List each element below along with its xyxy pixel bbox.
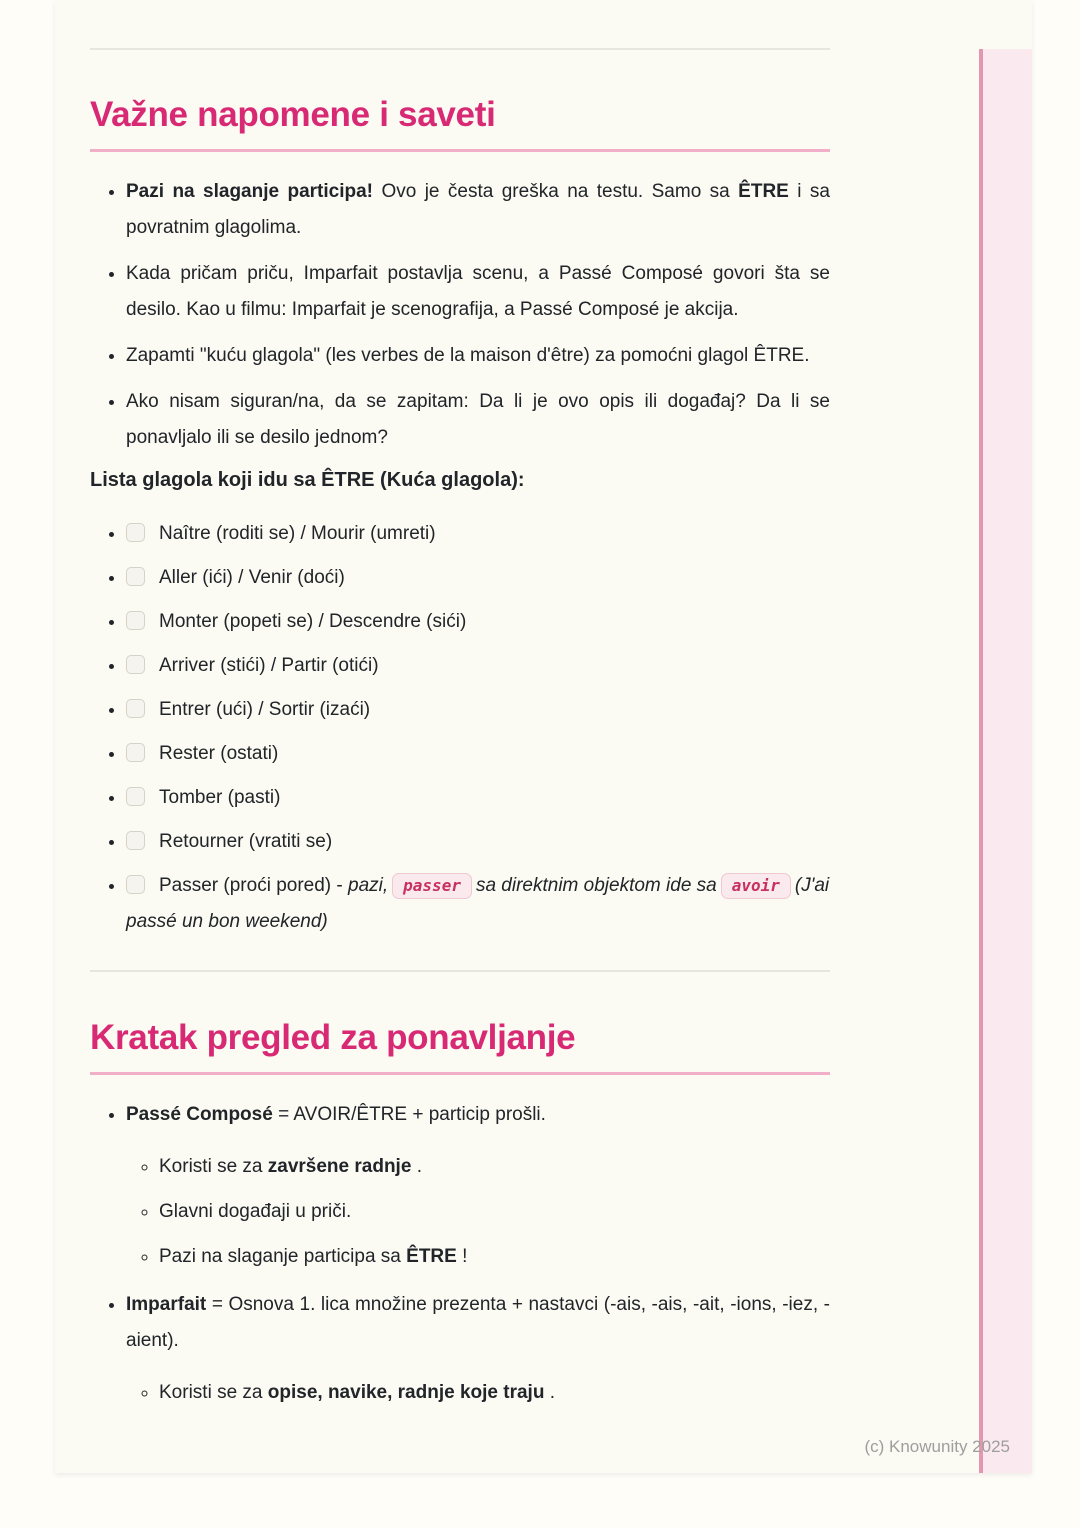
section-title-summary: Kratak pregled za ponavljanje (90, 1018, 576, 1057)
summary-item (126, 1097, 830, 1275)
text-segment: Zapamti "kuću glagola" (les verbes de la maison d'être) za pomoćni glagol ÊTRE. (126, 345, 810, 366)
notes-list (90, 174, 830, 456)
text-segment: Rester (ostati) (159, 743, 279, 764)
document-page (55, 0, 1032, 1473)
todo-checkbox[interactable] (126, 611, 145, 630)
title-underline (90, 149, 830, 152)
note-item (126, 174, 830, 246)
note-item (126, 256, 830, 328)
checklist-item (126, 736, 830, 772)
text-segment: Arriver (stići) / Partir (otići) (159, 655, 379, 676)
text-segment: = Osnova 1. lica množine prezenta + nastavci (-ais, -ais, -ait, -ions, -iez, -aient). (126, 1294, 831, 1351)
text-segment: Aller (ići) / Venir (doći) (159, 567, 345, 588)
checklist-item (126, 692, 830, 728)
text-segment: . (549, 1382, 555, 1403)
text-segment: Entrer (ući) / Sortir (izaći) (159, 699, 371, 720)
note-item (126, 338, 830, 374)
checklist-item (126, 560, 830, 596)
todo-checkbox[interactable] (126, 655, 145, 674)
text-segment: ÊTRE (738, 181, 789, 202)
title-underline (90, 1072, 830, 1075)
todo-checkbox[interactable] (126, 523, 145, 542)
section-divider-middle (90, 970, 830, 972)
summary-sub-list (126, 1375, 830, 1411)
text-segment: Monter (popeti se) / Descendre (sići) (159, 611, 467, 632)
todo-checkbox[interactable] (126, 567, 145, 586)
checklist-item (126, 780, 830, 816)
text-segment: (J'ai passé un bon weekend) (126, 875, 830, 932)
page-edge-decoration (979, 49, 1032, 1473)
text-segment: Pazi na slaganje participa sa (159, 1246, 407, 1267)
summary-item (126, 1287, 830, 1411)
todo-checkbox[interactable] (126, 699, 145, 718)
todo-checkbox[interactable] (126, 831, 145, 850)
text-segment: ! (462, 1246, 468, 1267)
todo-checkbox[interactable] (126, 743, 145, 762)
text-segment: Naître (roditi se) / Mourir (umreti) (159, 523, 436, 544)
checklist-item (126, 648, 830, 684)
text-segment: Imparfait (126, 1294, 207, 1315)
summary-list (90, 1097, 830, 1411)
text-segment: Ovo je česta greška na testu. Samo sa (381, 181, 739, 202)
text-segment: Passé Composé (126, 1104, 273, 1125)
text-segment: završene radnje (267, 1156, 412, 1177)
code-chip: avoir (721, 873, 791, 899)
copyright-watermark: (c) Knowunity 2025 (864, 1437, 1010, 1456)
text-segment: opise, navike, radnje koje traju (267, 1382, 545, 1403)
checklist-item (126, 868, 830, 940)
text-segment: Koristi se za (159, 1156, 268, 1177)
summary-sub-list (126, 1149, 830, 1275)
text-segment: . (416, 1156, 422, 1177)
section-title-notes: Važne napomene i saveti (90, 95, 496, 134)
summary-sub-item (159, 1194, 830, 1230)
text-segment: Passer (proći pored) - (159, 875, 349, 896)
text-segment: Pazi na slaganje participa! (126, 181, 374, 202)
summary-sub-item (159, 1239, 830, 1275)
text-segment: Retourner (vratiti se) (159, 831, 333, 852)
page-content (90, 0, 830, 1423)
text-segment: Glavni događaji u priči. (159, 1201, 352, 1222)
checklist-item (126, 516, 830, 552)
todo-checkbox[interactable] (126, 787, 145, 806)
note-item (126, 384, 830, 456)
verb-list-subheading: Lista glagola koji idu sa ÊTRE (Kuća glagola): (90, 469, 525, 491)
text-segment: Koristi se za (159, 1382, 268, 1403)
todo-checkbox[interactable] (126, 875, 145, 894)
code-chip: passer (392, 873, 472, 899)
text-segment: Ako nisam siguran/na, da se zapitam: Da li je ovo opis ili događaj? Da li se ponavljalo ili se desilo jednom? (126, 391, 830, 448)
text-segment: i sa povratnim glagolima. (126, 181, 830, 238)
text-segment: Kada pričam priču, Imparfait postavlja scenu, a Passé Composé govori šta se desilo. Kao u filmu: Imparfait je scenografija, a Passé Composé je akcija. (126, 263, 830, 320)
summary-sub-item (159, 1375, 830, 1411)
checklist-item (126, 604, 830, 640)
summary-sub-item (159, 1149, 830, 1185)
text-segment: = AVOIR/ÊTRE + particip prošli. (278, 1104, 546, 1125)
verb-checklist (90, 516, 830, 940)
text-segment: ÊTRE (406, 1246, 457, 1267)
text-segment: sa direktnim objektom ide sa (475, 875, 717, 896)
text-segment: pazi, (348, 875, 389, 896)
checklist-item (126, 824, 830, 860)
text-segment: Tomber (pasti) (159, 787, 281, 808)
